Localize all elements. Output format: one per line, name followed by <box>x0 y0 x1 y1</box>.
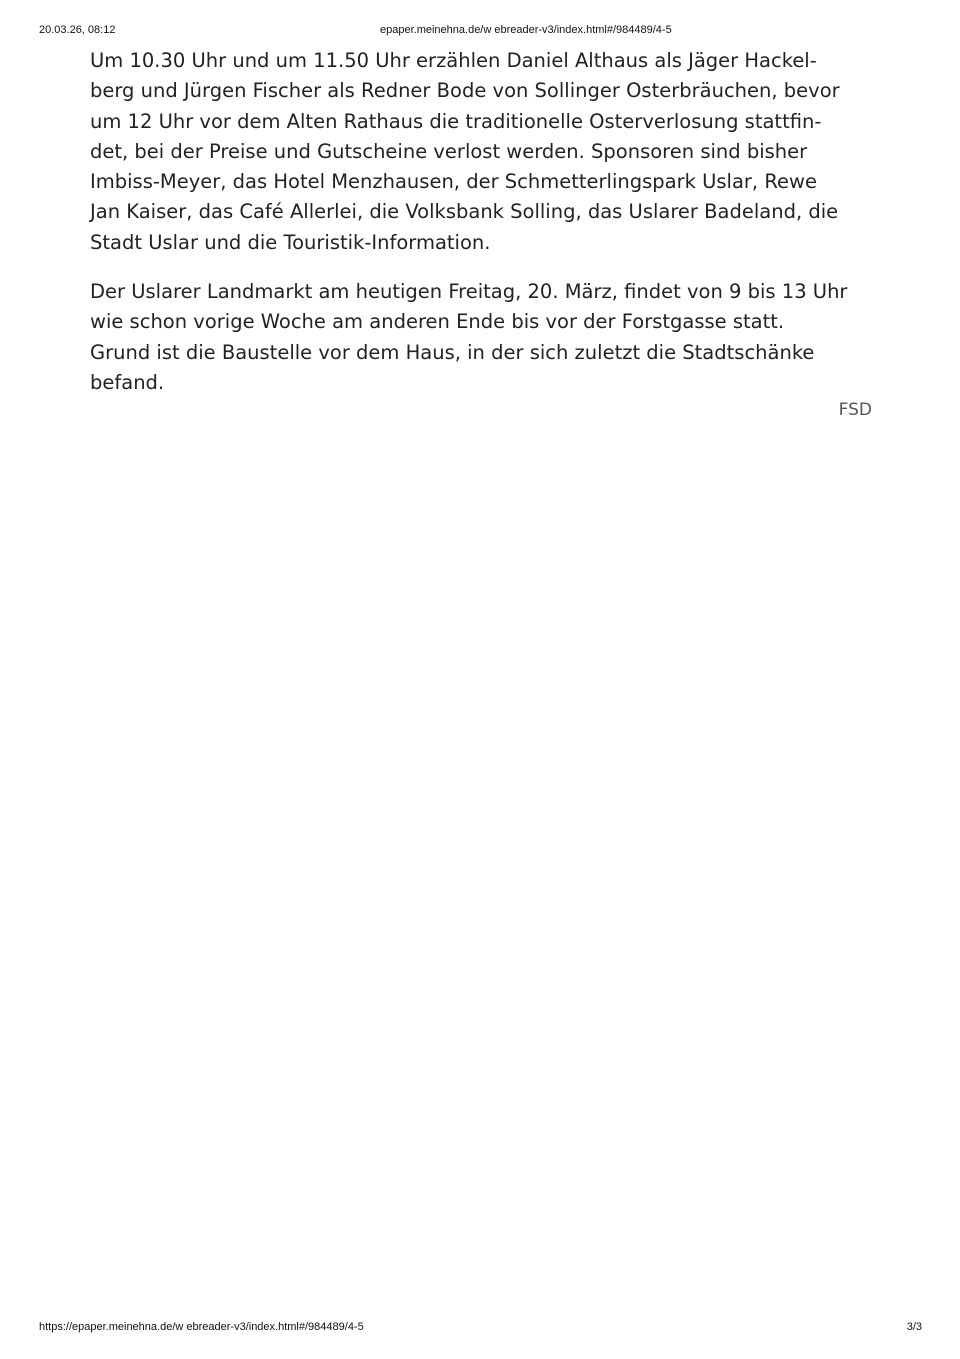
article-body <box>90 46 880 417</box>
print-header-url: epaper.meinehna.de/w ebreader-v3/index.html#/984489/4-5 <box>380 24 672 36</box>
text-line: Grund ist die Baustelle vor dem Haus, in der sich zuletzt die Stadtschänke <box>90 340 815 364</box>
page-number: 3/3 <box>906 1321 922 1333</box>
print-footer-url: https://epaper.meinehna.de/w ebreader-v3/index.html#/984489/4-5 <box>39 1321 364 1333</box>
text-line: Imbiss-Meyer, das Hotel Menzhausen, der Schmetterlingspark Uslar, Rewe <box>90 170 817 194</box>
text-line: Jan Kaiser, das Café Allerlei, die Volksbank Solling, das Uslarer Badeland, die <box>90 200 839 224</box>
text-line: wie schon vorige Woche am anderen Ende bis vor der Forstgasse statt. <box>90 310 785 334</box>
text-line: Der Uslarer Landmarkt am heutigen Freitag, 20. März, findet von 9 bis 13 Uhr <box>90 280 848 304</box>
author-signature: FSD <box>838 400 872 420</box>
text-line: berg und Jürgen Fischer als Redner Bode von Sollinger Osterbräuchen, bevor <box>90 79 840 103</box>
article-paragraph <box>90 46 880 258</box>
text-line: befand. <box>90 370 165 394</box>
print-footer <box>0 1321 960 1339</box>
text-line: Um 10.30 Uhr und um 11.50 Uhr erzählen Daniel Althaus als Jäger Hackel- <box>90 49 817 72</box>
text-line: Stadt Uslar und die Touristik-Information. <box>90 230 491 254</box>
text-line: det, bei der Preise und Gutscheine verlost werden. Sponsoren sind bisher <box>90 139 808 163</box>
article-paragraph <box>90 277 880 398</box>
text-line: um 12 Uhr vor dem Alten Rathaus die traditionelle Osterverlosung stattfin- <box>90 109 822 133</box>
print-header <box>0 24 960 42</box>
print-datetime: 20.03.26, 08:12 <box>39 24 116 36</box>
